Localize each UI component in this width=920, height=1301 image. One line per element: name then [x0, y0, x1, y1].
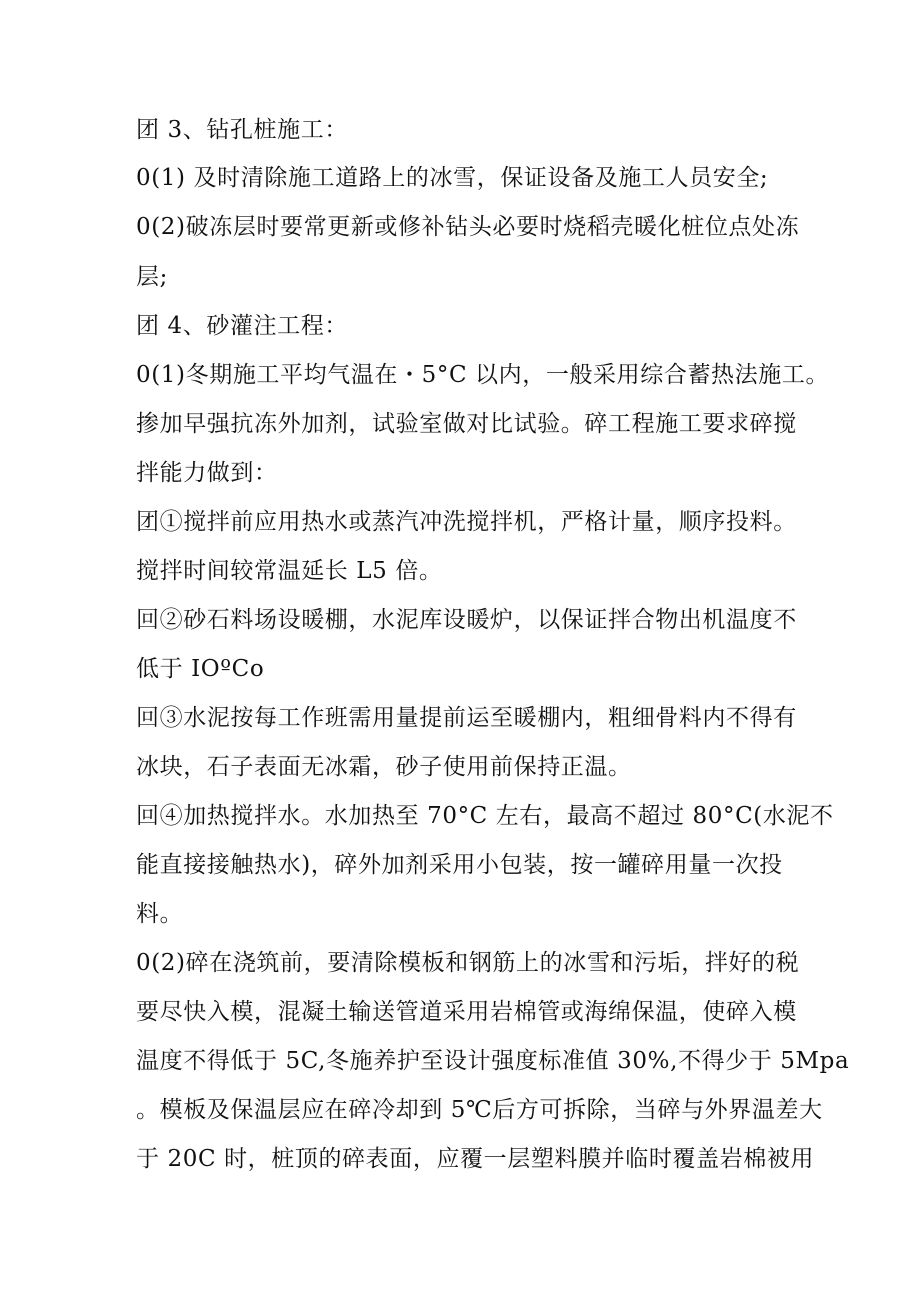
paragraph-line: 0(1) 及时清除施工道路上的冰雪，保证设备及施工人员安全;: [136, 165, 769, 191]
list-item-line: 料。: [136, 901, 184, 927]
paragraph-line: 拌能力做到：: [136, 460, 278, 486]
list-item-line: 搅拌时间较常温延长 L5 倍。: [136, 558, 443, 584]
paragraph-line: 。模板及保温层应在碎冷却到 5℃后方可拆除，当碎与外界温差大: [136, 1097, 823, 1123]
list-item-line: 回②砂石料场设暖棚，水泥库设暖炉，以保证拌合物出机温度不: [136, 607, 797, 633]
paragraph-line: 0(2)碎在浇筑前，要清除模板和钢筋上的冰雪和污垢，拌好的税: [136, 950, 800, 976]
section-heading-3: 团 3、钻孔桩施工：: [136, 117, 348, 143]
section-heading-4: 团 4、砂灌注工程：: [136, 313, 348, 339]
list-item-line: 冰块，石子表面无冰霜，砂子使用前保持正温。: [136, 754, 632, 780]
list-item-line: 低于 IOºCo: [136, 656, 265, 682]
paragraph-line: 掺加早强抗冻外加剂，试验室做对比试验。碎工程施工要求碎搅: [136, 411, 797, 437]
list-item-line: 回④加热搅拌水。水加热至 70°C 左右，最高不超过 80°C(水泥不: [136, 803, 834, 829]
list-item-line: 能直接接触热水)，碎外加剂采用小包装，按一罐碎用量一次投: [136, 852, 783, 878]
list-item-line: 团①搅拌前应用热水或蒸汽冲洗搅拌机，严格计量，顺序投料。: [136, 509, 797, 535]
paragraph-line: 0(1)冬期施工平均气温在・5°C 以内，一般采用综合蓄热法施工。: [136, 362, 830, 388]
paragraph-line: 层;: [136, 264, 168, 290]
paragraph-line: 要尽快入模，混凝土输送管道采用岩棉管或海绵保温，使碎入模: [136, 999, 797, 1025]
paragraph-line: 0(2)破冻层时要常更新或修补钻头必要时烧稻壳暖化桩位点处冻: [136, 214, 800, 240]
paragraph-line: 于 20C 时，桩顶的碎表面，应覆一层塑料膜并临时覆盖岩棉被用: [136, 1146, 815, 1172]
paragraph-line: 温度不得低于 5C,冬施养护至设计强度标准值 30%,不得少于 5Mpa: [136, 1048, 850, 1074]
list-item-line: 回③水泥按每工作班需用量提前运至暖棚内，粗细骨料内不得有: [136, 705, 797, 731]
